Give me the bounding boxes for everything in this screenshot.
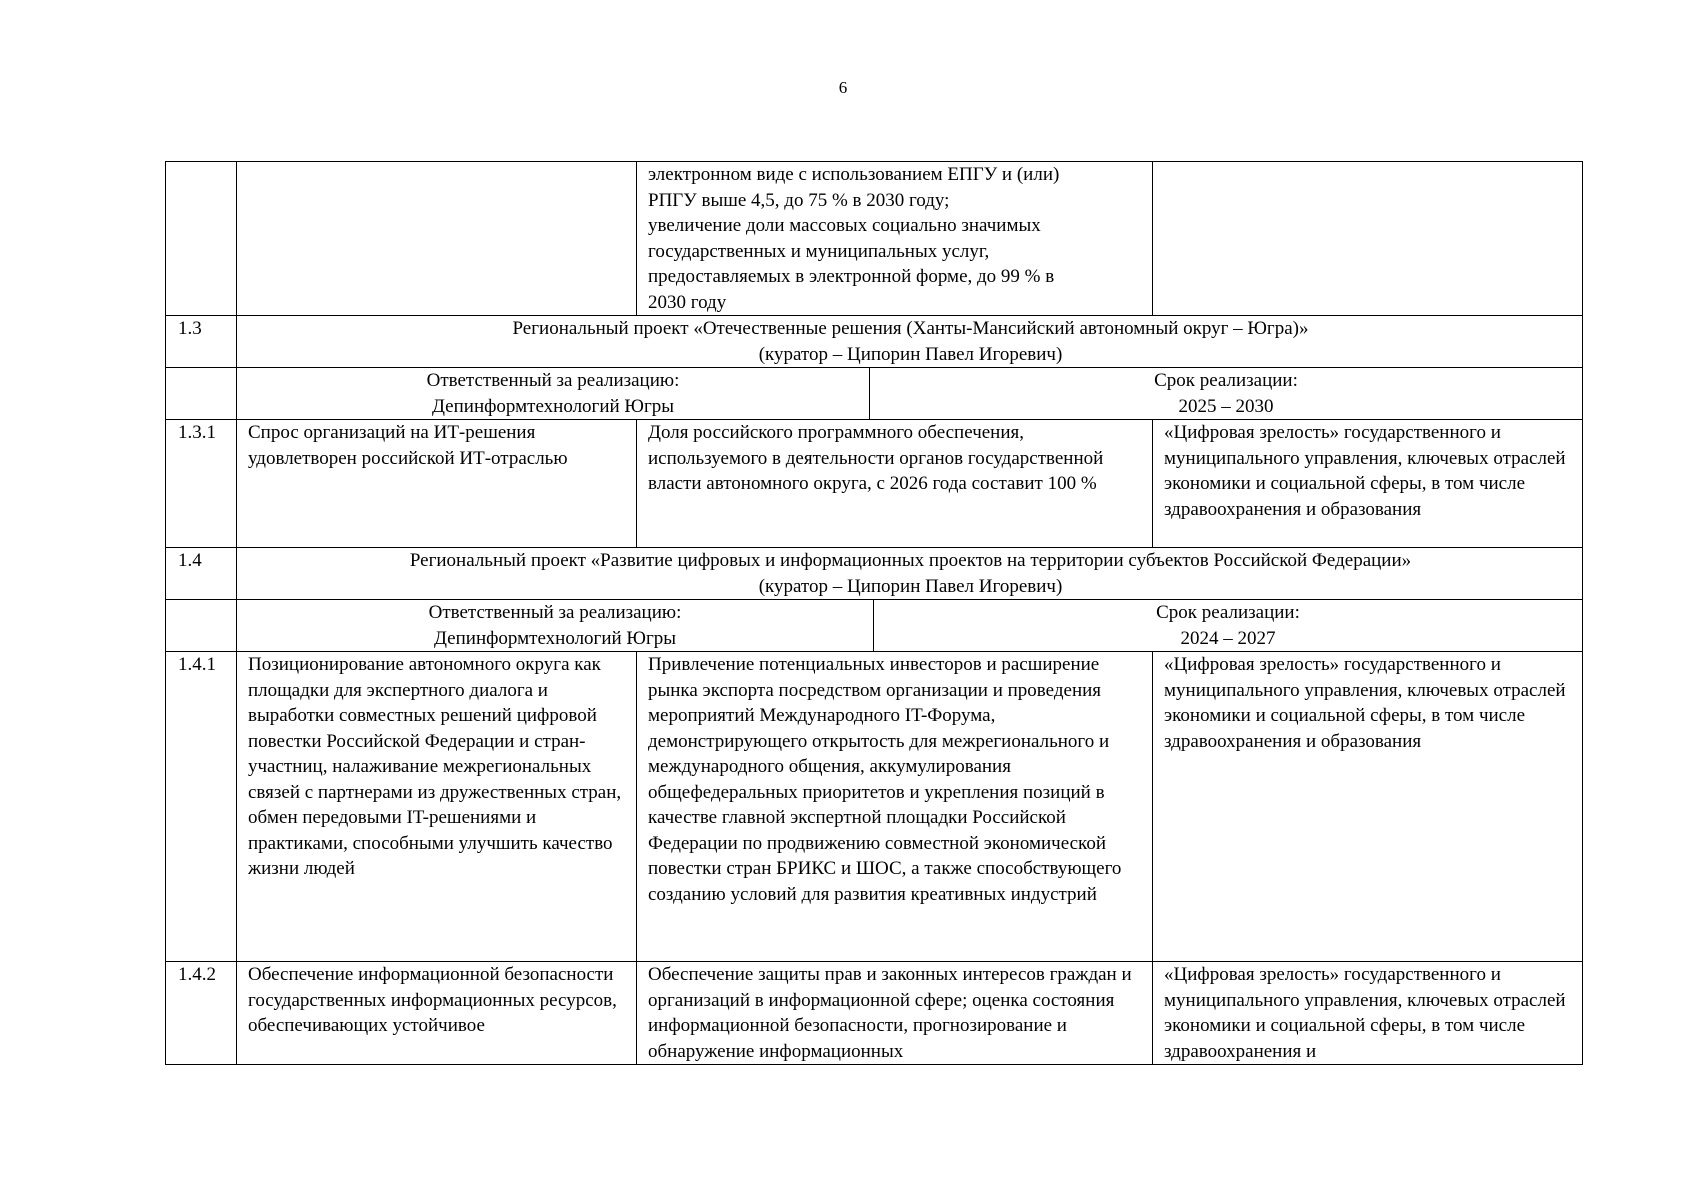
project-title-cell (237, 548, 1583, 600)
table-row-responsible-1-4 (166, 600, 1583, 652)
responsible-term-cell (237, 368, 1583, 420)
table-row-project-1-4 (166, 548, 1583, 600)
indicator-text: оценка состояния информационной безопасности, прогнозирование и обнаружение информационных (648, 989, 1115, 1062)
responsible-block (237, 368, 869, 419)
cell-num: 1.4.1 (166, 652, 237, 962)
cell-national-goal: «Цифровая зрелость» государственного и муниципального управления, ключевых отраслей экономики и социальной сферы, в том числе здравоохранения и образования (1153, 652, 1583, 962)
indicator-line: предоставляемых в электронной форме, до 99 % в (648, 266, 1055, 287)
term-label: Срок реализации: (1154, 370, 1298, 391)
responsible-block (237, 600, 873, 651)
cell-num (166, 600, 237, 652)
indicator-line: увеличение доли массовых социально значимых (648, 215, 1041, 236)
project-curator: (куратор – Ципорин Павел Игоревич) (758, 343, 1063, 365)
term-value: 2024 – 2027 (1180, 627, 1276, 649)
cell-num: 1.4 (166, 548, 237, 600)
cell-indicator: Привлечение потенциальных инвесторов и расширение рынка экспорта посредством организации и проведения мероприятий Международного IT-Форума, демонстрирующего открытость для межрегионального и международного общения, аккумулирования общефедеральных приоритетов и укрепления позиций в качестве главной экспертной площадки Российской Федерации по продвижению совместной экономической повестки стран БРИКС и ШОС, а также способствующего созданию условий для развития креативных индустрий (637, 652, 1153, 962)
responsible-term-cell (237, 600, 1583, 652)
cell-num (166, 162, 237, 316)
cell-national-goal: «Цифровая зрелость» государственного и муниципального управления, ключевых отраслей экономики и социальной сферы, в том числе здравоохранения и (1153, 962, 1583, 1065)
responsible-value: Депинформтехнологий Югры (431, 395, 675, 417)
table-row-1-3-1 (166, 420, 1583, 548)
cell-goal: Обеспечение информационной безопасности государственных информационных ресурсов, обеспечивающих устойчивое (237, 962, 637, 1065)
project-curator: (куратор – Ципорин Павел Игоревич) (758, 575, 1063, 597)
responsible-label: Ответственный за реализацию: (428, 602, 682, 623)
program-table (165, 161, 1583, 1065)
term-label: Срок реализации: (1156, 602, 1300, 623)
cell-goal: Спрос организаций на ИТ-решения удовлетворен российской ИТ-отраслью (237, 420, 637, 548)
responsible-label: Ответственный за реализацию: (426, 370, 680, 391)
term-block (873, 600, 1582, 651)
term-value: 2025 – 2030 (1178, 395, 1274, 417)
cell-indicator (637, 962, 1153, 1065)
indicator-line: 2030 году (648, 291, 727, 313)
cell-num: 1.4.2 (166, 962, 237, 1065)
cell-national-goal: «Цифровая зрелость» государственного и муниципального управления, ключевых отраслей экономики и социальной сферы, в том числе здравоохранения и образования (1153, 420, 1583, 548)
cell-indicator (637, 162, 1153, 316)
cell-national-goal (1153, 162, 1583, 316)
cell-goal (237, 162, 637, 316)
cell-num (166, 368, 237, 420)
table-row-1-4-1 (166, 652, 1583, 962)
project-title: Региональный проект «Развитие цифровых и информационных проектов на территории субъектов Российской Федерации» (409, 550, 1412, 571)
indicator-line: электронном виде с использованием ЕПГУ и (или) (648, 164, 1060, 185)
cell-indicator: Доля российского программного обеспечения, используемого в деятельности органов государственной власти автономного округа, с 2026 года составит 100 % (637, 420, 1153, 548)
cell-num: 1.3.1 (166, 420, 237, 548)
indicator-line: РПГУ выше 4,5, до 75 % в 2030 году; (648, 189, 950, 211)
table-row-project-1-3 (166, 316, 1583, 368)
table-row-responsible-1-3 (166, 368, 1583, 420)
indicator-text: Обеспечение защиты прав и законных интересов граждан и организаций в информационной сфере; (648, 964, 1132, 1011)
table-row-1-4-2 (166, 962, 1583, 1065)
page-number: 6 (838, 78, 848, 97)
term-block (869, 368, 1582, 419)
indicator-line: государственных и муниципальных услуг, (648, 240, 990, 262)
project-title: Региональный проект «Отечественные решения (Ханты-Мансийский автономный округ – Югра)» (512, 318, 1309, 339)
responsible-value: Депинформтехнологий Югры (433, 627, 677, 649)
cell-goal: Позиционирование автономного округа как площадки для экспертного диалога и выработки совместных решений цифровой повестки Российской Федерации и стран-участниц, налаживание межрегиональных связей с партнерами из дружественных стран, обмен передовыми IT-решениями и практиками, способными улучшить качество жизни людей (237, 652, 637, 962)
cell-num: 1.3 (166, 316, 237, 368)
table-row-continuation (166, 162, 1583, 316)
project-title-cell (237, 316, 1583, 368)
